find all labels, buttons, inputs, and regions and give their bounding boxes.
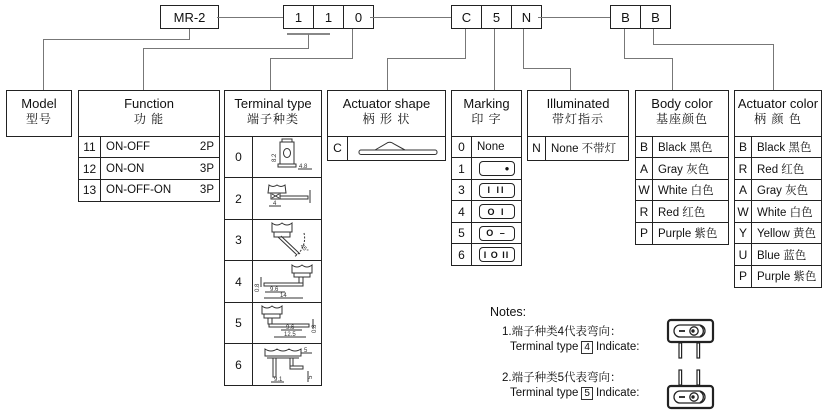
body-color-label: Purple 紫色 (658, 228, 718, 240)
actuator-color-label: Gray 灰色 (757, 185, 809, 197)
connector (570, 68, 571, 90)
note-2-en-suffix: Indicate: (595, 387, 640, 399)
function-code: 11 (79, 137, 101, 158)
terminal-row (224, 177, 322, 220)
terminal-code: 6 (225, 344, 253, 385)
shape-marking-illum-code-box (451, 5, 542, 29)
connector (653, 44, 774, 45)
note-1-en-suffix: Indicate: (595, 341, 640, 353)
note-1-en-prefix: Terminal type (510, 341, 579, 353)
color-code-box (610, 5, 671, 29)
terminal-dim: 4 (273, 200, 277, 207)
actuator-color-row (734, 179, 822, 202)
model-code-box (160, 5, 219, 29)
body-color-code: P (636, 223, 653, 244)
connector (773, 44, 774, 90)
actuator-shape-title-en: Actuator shape (342, 96, 431, 111)
body-color-header (635, 90, 729, 137)
actuator-color-label: Blue 蓝色 (757, 249, 807, 262)
marking-code: 6 (452, 244, 472, 265)
function-label: ON-OFF (106, 141, 151, 153)
body-color-row (635, 222, 729, 245)
note-2-boxed-code: 5 (581, 387, 593, 400)
marking-row (451, 200, 522, 223)
marking-title-en: Marking (463, 96, 510, 111)
terminal-drawing-6 (253, 344, 321, 385)
illuminated-label: None 不带灯 (551, 143, 617, 155)
marking-symbol: ● (479, 161, 515, 176)
model-title-en: Model (21, 96, 57, 111)
code-digit: 1 (314, 6, 344, 28)
notes-title: Notes: (490, 305, 527, 319)
actuator-color-label: Black 黑色 (757, 142, 812, 154)
marking-row (451, 136, 522, 159)
actuator-shape-column (327, 90, 446, 161)
terminal-row (224, 136, 322, 179)
model-code: MR-2 (173, 9, 206, 25)
connector (494, 29, 495, 90)
terminal-drawing-4 (253, 261, 321, 302)
body-color-code: B (636, 137, 653, 158)
marking-symbol: O I (479, 204, 515, 219)
marking-row (451, 243, 522, 266)
function-title-cn: 功 能 (133, 112, 165, 126)
code-digit: 5 (482, 6, 512, 28)
terminal-title-en: Terminal type (234, 96, 312, 111)
illuminated-title-en: Illuminated (546, 96, 610, 111)
terminal-code: 4 (225, 261, 253, 302)
code-digit: B (611, 6, 641, 28)
actuator-color-label: Red 红色 (757, 163, 805, 176)
function-label: ON-ON (106, 162, 145, 175)
switch-pins-down-icon (666, 318, 716, 360)
body-color-code: R (636, 201, 653, 222)
body-color-column (635, 90, 729, 245)
terminal-drawing-2 (253, 178, 321, 219)
actuator-color-header (734, 90, 822, 137)
connector (43, 39, 44, 90)
body-color-label: Gray 灰色 (658, 163, 710, 176)
note-2-en (510, 386, 820, 401)
connector (523, 29, 524, 68)
connector (672, 58, 673, 90)
code-digit: C (452, 6, 482, 28)
connector (270, 58, 353, 59)
function-code: 13 (79, 180, 101, 201)
body-color-row (635, 200, 729, 223)
actuator-color-code: W (735, 201, 752, 222)
function-header (78, 90, 220, 137)
terminal-drawing-5 (253, 303, 321, 344)
terminal-title-cn: 端子种类 (246, 112, 299, 126)
connector (624, 58, 673, 59)
actuator-color-code: P (735, 266, 752, 287)
connector (653, 29, 654, 44)
terminal-dim: 4.8 (299, 164, 308, 170)
actuator-shape-code: C (328, 137, 348, 160)
function-poles: 3P (199, 184, 214, 196)
illuminated-code: N (528, 137, 546, 160)
connector (370, 17, 451, 18)
function-terminal-code-box (283, 5, 374, 29)
connector (43, 39, 190, 40)
marking-row (451, 222, 522, 245)
function-row (78, 157, 220, 180)
connector (387, 58, 388, 90)
actuator-color-title-cn: 柄 颜 色 (754, 112, 802, 126)
actuator-color-label: White 白色 (757, 206, 813, 219)
function-poles: 3P (199, 162, 214, 175)
actuator-color-code: A (735, 180, 752, 201)
terminal-dim: 8.2 (272, 153, 278, 162)
actuator-shape-title-cn: 柄 形 状 (362, 112, 411, 126)
illuminated-header (527, 90, 629, 137)
marking-code: 4 (452, 201, 472, 222)
terminal-dim: 5 (308, 375, 314, 379)
body-color-row (635, 157, 729, 180)
terminal-dim: 9.6 (270, 286, 279, 293)
marking-column (451, 90, 522, 266)
body-color-title-en: Body color (651, 96, 713, 111)
actuator-color-row (734, 222, 822, 245)
marking-code: 5 (452, 223, 472, 244)
marking-symbol: O – (479, 226, 515, 241)
marking-row (451, 157, 522, 180)
terminal-code: 3 (225, 220, 253, 261)
actuator-color-label: Purple 紫色 (757, 271, 817, 283)
marking-header (451, 90, 522, 137)
actuator-color-title-en: Actuator color (737, 96, 819, 111)
actuator-color-label: Yellow 黄色 (757, 228, 817, 240)
terminal-dim: 9.6 (286, 325, 295, 331)
terminal-drawing-0 (253, 137, 321, 178)
illuminated-column (527, 90, 629, 161)
marking-symbol: None (477, 141, 505, 153)
note-2-en-prefix: Terminal type (510, 387, 579, 399)
terminal-dim: 14 (280, 292, 287, 299)
terminal-code: 0 (225, 137, 253, 178)
illuminated-row (527, 136, 629, 161)
terminal-dim: 5 (304, 347, 308, 354)
connector (465, 29, 466, 58)
marking-code: 3 (452, 180, 472, 201)
function-title-en: Function (124, 96, 174, 111)
terminal-column (224, 90, 322, 386)
actuator-shape-row (327, 136, 446, 161)
actuator-color-row (734, 265, 822, 288)
actuator-color-code: B (735, 137, 752, 158)
body-color-label: Black 黑色 (658, 142, 713, 154)
note-1-cn: 1.端子种类4代表弯向： (502, 326, 622, 338)
body-color-row (635, 136, 729, 159)
connector (143, 48, 144, 90)
actuator-shape-header (327, 90, 446, 137)
terminal-row (224, 302, 322, 345)
body-color-code: W (636, 180, 653, 201)
marking-symbol: I II (479, 183, 515, 198)
terminal-code: 5 (225, 303, 253, 344)
body-color-row (635, 179, 729, 202)
actuator-color-row (734, 243, 822, 266)
body-color-code: A (636, 158, 653, 179)
connector (387, 58, 466, 59)
marking-symbol: I O II (479, 247, 515, 262)
terminal-code: 2 (225, 178, 253, 219)
model-column (6, 90, 72, 137)
terminal-row (224, 219, 322, 262)
terminal-header (224, 90, 322, 137)
actuator-profile-drawing (348, 137, 445, 160)
actuator-color-row (734, 200, 822, 223)
terminal-drawing-3 (253, 220, 321, 261)
actuator-color-code: R (735, 158, 752, 179)
function-row (78, 136, 220, 159)
actuator-color-row (734, 136, 822, 159)
actuator-color-code: Y (735, 223, 752, 244)
connector (352, 29, 353, 58)
connector (270, 58, 271, 90)
code-digit: B (651, 9, 660, 25)
code-digit: 0 (354, 9, 363, 25)
terminal-dim: 12.5 (284, 332, 296, 338)
model-title-cn: 型号 (25, 112, 52, 126)
illuminated-title-cn: 带灯指示 (551, 112, 604, 126)
connector (217, 17, 283, 18)
body-color-label: White 白色 (658, 185, 714, 197)
note-2-cn: 2.端子种类5代表弯向： (502, 372, 622, 384)
marking-title-cn: 印 字 (471, 112, 502, 126)
terminal-dim: 45° (298, 243, 309, 255)
connector (538, 17, 610, 18)
connector (308, 34, 309, 48)
body-color-title-cn: 基座颜色 (655, 112, 708, 126)
terminal-row (224, 260, 322, 303)
marking-code: 1 (452, 158, 472, 179)
actuator-color-row (734, 157, 822, 180)
note-1-en (510, 340, 820, 355)
function-code: 12 (79, 158, 101, 179)
marking-row (451, 179, 522, 202)
actuator-color-code: U (735, 244, 752, 265)
terminal-dim: 0.8 (312, 324, 318, 333)
function-column (78, 90, 220, 202)
connector (624, 29, 625, 58)
function-label: ON-OFF-ON (106, 184, 172, 196)
function-poles: 2P (199, 141, 214, 153)
model-header (6, 90, 72, 137)
code-digit: 1 (284, 6, 314, 28)
function-row (78, 179, 220, 202)
note-1-boxed-code: 4 (581, 341, 593, 354)
actuator-color-column (734, 90, 822, 288)
connector (523, 68, 571, 69)
terminal-row (224, 343, 322, 386)
switch-pins-up-icon (666, 368, 716, 410)
connector (143, 48, 309, 49)
body-color-label: Red 红色 (658, 206, 706, 219)
terminal-dim: 9.1 (274, 376, 283, 383)
code-digit: N (521, 9, 532, 25)
connector (189, 29, 190, 39)
terminal-dim: 0.8 (255, 283, 261, 292)
marking-code: 0 (452, 137, 472, 158)
notes-section (490, 305, 820, 401)
